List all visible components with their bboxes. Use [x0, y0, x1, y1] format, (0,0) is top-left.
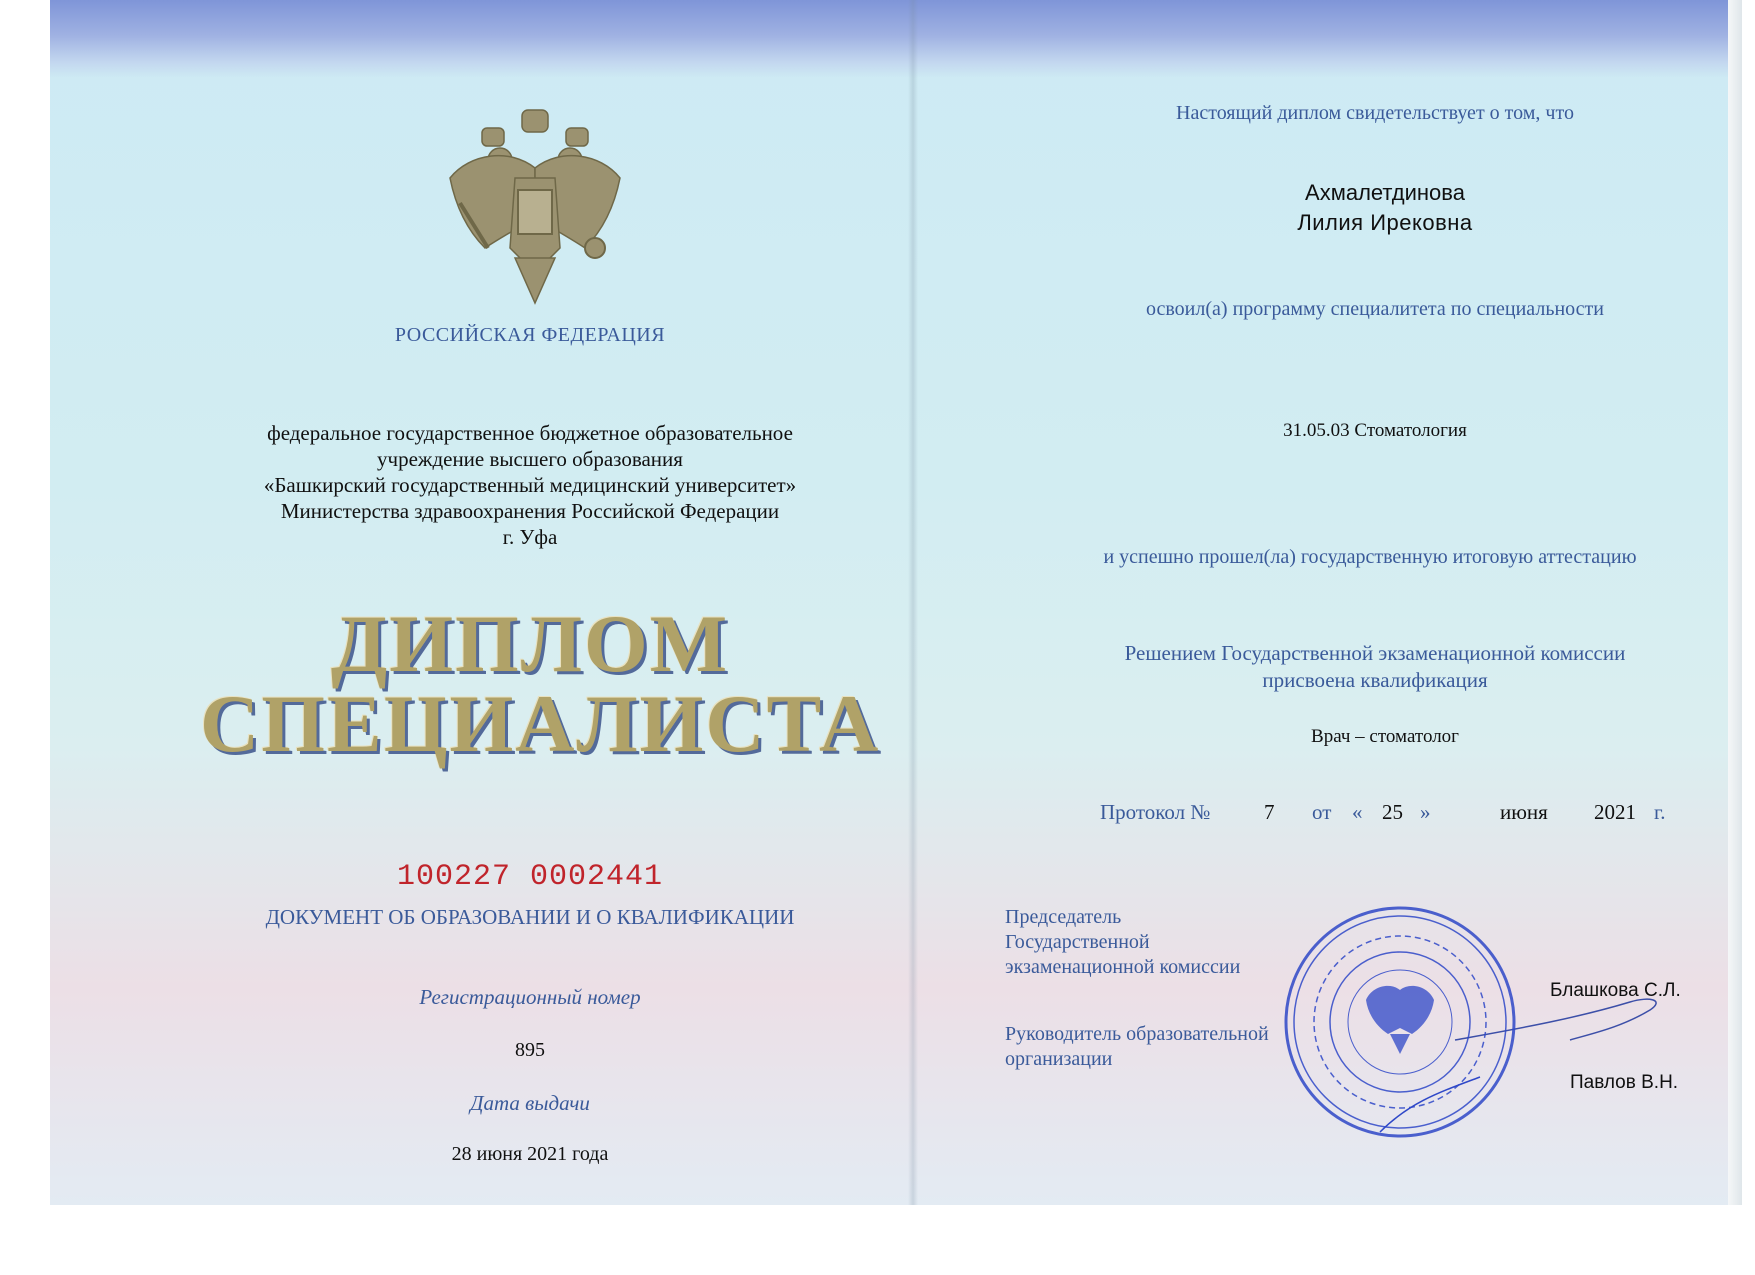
protocol-year: 2021: [1594, 800, 1636, 824]
federation-label: РОССИЙСКАЯ ФЕДЕРАЦИЯ: [394, 324, 666, 346]
chairman-line: Государственной: [1005, 931, 1150, 953]
specialty: 31.05.03 Стоматология: [1283, 420, 1467, 441]
chairman-line: Председатель: [1005, 906, 1122, 928]
protocol-from: от: [1312, 800, 1332, 824]
protocol-month: июня: [1500, 800, 1548, 824]
protocol-line: [1100, 800, 1740, 830]
graduate-surname: Ахмалетдинова: [1305, 180, 1465, 205]
head-title: [1005, 1022, 1305, 1072]
program-text: освоил(а) программу специалитета по специальности: [1146, 298, 1604, 320]
institution-line: учреждение высшего образования: [377, 447, 683, 471]
decision-line: Решением Государственной экзаменационной комиссии: [1124, 641, 1626, 665]
protocol-day: 25: [1382, 800, 1403, 824]
institution-name: [180, 420, 880, 550]
diploma-title-line2: СПЕЦИАЛИСТА: [200, 678, 881, 769]
document-type: ДОКУМЕНТ ОБ ОБРАЗОВАНИИ И О КВАЛИФИКАЦИИ: [265, 905, 795, 929]
graduate-given-names: Лилия Ирековна: [1297, 210, 1473, 235]
coat-of-arms-icon: [430, 108, 640, 308]
attestation-text: и успешно прошел(ла) государственную итоговую аттестацию: [1103, 546, 1637, 568]
institution-line: г. Уфа: [502, 525, 558, 549]
head-name: Павлов В.Н.: [1570, 1072, 1679, 1093]
quote-close: »: [1420, 800, 1431, 824]
protocol-number: 7: [1264, 800, 1275, 824]
quote-open: «: [1352, 800, 1363, 824]
issue-date-label: Дата выдачи: [470, 1091, 590, 1115]
protocol-label: Протокол №: [1100, 800, 1211, 824]
issue-date: 28 июня 2021 года: [451, 1143, 609, 1165]
registration-number: 895: [515, 1039, 545, 1061]
qualification: Врач – стоматолог: [1311, 726, 1459, 747]
institution-line: «Башкирский государственный медицинский университет»: [263, 473, 797, 497]
seal-icon: [1280, 902, 1520, 1142]
chairman-line: экзаменационной комиссии: [1005, 956, 1241, 978]
registration-label: Регистрационный номер: [419, 985, 641, 1009]
institution-line: федеральное государственное бюджетное образовательное: [267, 421, 793, 445]
diploma-sheet: [50, 0, 1742, 1205]
chairman-title: [1005, 905, 1325, 980]
institution-line: Министерства здравоохранения Российской Федерации: [280, 499, 780, 523]
center-fold: [908, 0, 918, 1205]
head-line: организации: [1005, 1048, 1113, 1070]
commission-decision: [1050, 640, 1700, 694]
decision-line: присвоена квалификация: [1262, 668, 1488, 692]
head-line: Руководитель образовательной: [1005, 1023, 1269, 1045]
certifies-text: Настоящий диплом свидетельствует о том, что: [1176, 102, 1574, 124]
chairman-name: Блашкова С.Л.: [1550, 980, 1681, 1001]
page-edge: [1728, 0, 1742, 1205]
protocol-year-suffix: г.: [1654, 800, 1666, 824]
guilloche-border: [50, 0, 1742, 78]
diploma-title-line1: ДИПЛОМ: [330, 598, 730, 689]
serial-number: 100227 0002441: [396, 860, 664, 894]
